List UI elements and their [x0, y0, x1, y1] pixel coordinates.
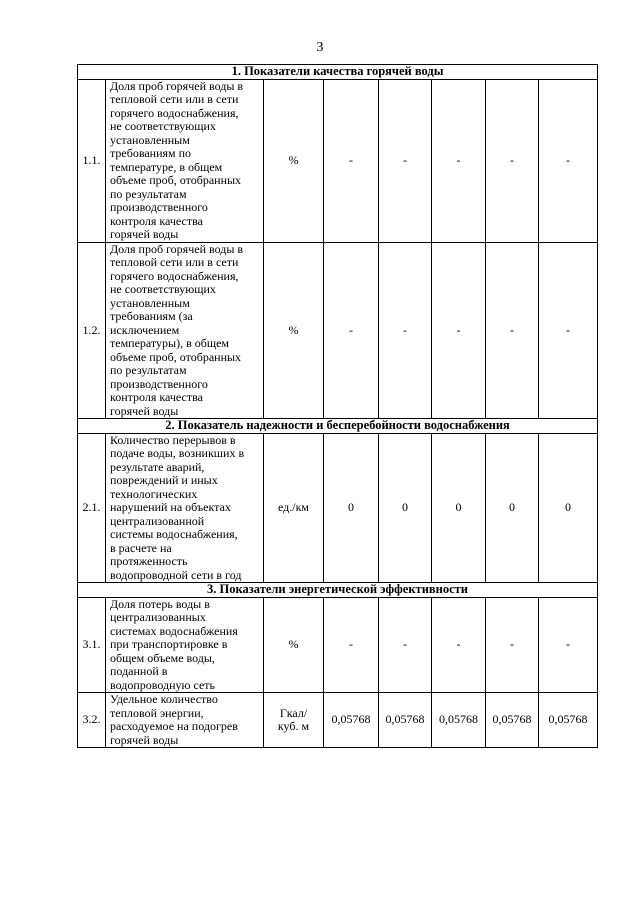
row-value: 0,05768: [432, 693, 486, 748]
row-number: 3.1.: [78, 597, 106, 693]
text-line: объеме проб, отобранных: [110, 173, 242, 187]
row-unit: [264, 242, 324, 419]
row-value: 0,05768: [539, 693, 598, 748]
text-line: по результатам: [110, 186, 187, 201]
text-line: Гкал/: [279, 705, 308, 720]
text-line: тепловой сети или в сети: [110, 92, 239, 106]
text-line: водопроводной сети в год: [110, 567, 242, 582]
text-line: повреждений и иных: [110, 473, 218, 487]
text-line: горячей воды: [110, 227, 179, 241]
table-row: [78, 79, 598, 242]
text-line: не соответствующих: [110, 282, 216, 296]
table-row: [78, 597, 598, 693]
row-value: -: [379, 242, 432, 419]
row-value: 0: [432, 433, 486, 583]
text-line: ед./км: [277, 500, 310, 514]
section-header-row: [78, 583, 598, 598]
text-line: горячей воды: [110, 732, 179, 747]
text-line: Доля проб горячей воды в: [110, 78, 244, 93]
row-value: 0,05768: [379, 693, 432, 748]
text-line: горячего водоснабжения,: [110, 268, 239, 283]
text-line: контроля качества: [110, 390, 203, 404]
text-line: тепловой сети или в сети: [110, 255, 239, 269]
row-description: [106, 242, 264, 419]
row-value: -: [539, 597, 598, 693]
text-line: установленным: [110, 132, 190, 147]
text-line: при транспортировке в: [110, 637, 228, 651]
row-value: -: [324, 242, 379, 419]
row-value: 0: [539, 433, 598, 583]
text-line: не соответствующих: [110, 119, 216, 133]
table-row: [78, 242, 598, 419]
row-value: -: [486, 597, 539, 693]
text-line: в расчете на: [110, 540, 172, 555]
text-line: водопроводную сеть: [110, 677, 216, 692]
row-number: 2.1.: [78, 433, 106, 583]
section-header-row: [78, 419, 598, 434]
text-line: %: [288, 152, 299, 167]
row-value: -: [539, 79, 598, 242]
text-line: требованиям по: [110, 146, 192, 160]
text-line: температуры), в общем: [110, 336, 230, 350]
page-number: 3: [316, 40, 324, 55]
row-value: -: [432, 597, 486, 693]
text-line: централизованных: [110, 610, 206, 624]
row-unit: [264, 693, 324, 748]
row-number: 1.1.: [78, 79, 106, 242]
row-value: 0: [324, 433, 379, 583]
row-number: 1.2.: [78, 242, 106, 419]
text-line: результате аварий,: [110, 459, 205, 474]
text-line: технологических: [110, 486, 198, 501]
row-value: 0,05768: [486, 693, 539, 748]
text-line: протяженность: [110, 554, 188, 568]
text-line: системы водоснабжения,: [110, 527, 238, 541]
text-line: производственного: [110, 200, 208, 214]
row-unit: [264, 433, 324, 583]
text-line: %: [288, 637, 299, 651]
row-description: [106, 693, 264, 748]
text-line: объеме проб, отобранных: [110, 349, 242, 364]
row-value: -: [486, 79, 539, 242]
text-line: требованиям (за: [110, 309, 193, 323]
text-line: Удельное количество: [110, 692, 218, 706]
row-value: 0: [379, 433, 432, 583]
row-description: [106, 433, 264, 583]
row-value: 0: [486, 433, 539, 583]
row-unit: [264, 79, 324, 242]
row-value: -: [379, 79, 432, 242]
indicators-table: [77, 64, 598, 748]
row-unit: [264, 597, 324, 693]
text-line: системах водоснабжения: [110, 623, 238, 638]
text-line: Доля потерь воды в: [110, 596, 210, 611]
row-value: -: [324, 79, 379, 242]
text-line: подаче воды, возникших в: [110, 446, 245, 460]
section-title: 2. Показатель надежности и бесперебойности водоснабжения: [78, 419, 598, 434]
section-title: 3. Показатели энергетической эффективности: [78, 583, 598, 598]
text-line: Доля проб горячей воды в: [110, 241, 244, 256]
text-line: по результатам: [110, 363, 187, 377]
row-value: 0,05768: [324, 693, 379, 748]
text-line: исключением: [110, 322, 180, 337]
text-line: %: [288, 322, 299, 337]
text-line: установленным: [110, 295, 190, 310]
section-title: 1. Показатели качества горячей воды: [78, 65, 598, 80]
text-line: контроля качества: [110, 213, 203, 228]
text-line: расходуемое на подогрев: [110, 719, 238, 733]
table-row: [78, 693, 598, 748]
text-line: горячего водоснабжения,: [110, 105, 239, 120]
text-line: температуре, в общем: [110, 159, 223, 174]
text-line: Количество перерывов в: [110, 432, 236, 447]
row-value: -: [379, 597, 432, 693]
row-number: 3.2.: [78, 693, 106, 748]
text-line: тепловой энергии,: [110, 705, 204, 720]
row-value: -: [324, 597, 379, 693]
row-description: [106, 597, 264, 693]
section-header-row: [78, 65, 598, 80]
row-value: -: [432, 242, 486, 419]
text-line: поданной в: [110, 664, 168, 678]
text-line: горячей воды: [110, 403, 179, 418]
text-line: централизованной: [110, 513, 205, 528]
row-description: [106, 79, 264, 242]
row-value: -: [486, 242, 539, 419]
text-line: нарушений на объектах: [110, 500, 231, 514]
text-line: куб. м: [277, 719, 310, 733]
row-value: -: [432, 79, 486, 242]
row-value: -: [539, 242, 598, 419]
table-row: [78, 433, 598, 583]
text-line: общем объеме воды,: [110, 650, 215, 665]
text-line: производственного: [110, 376, 208, 391]
